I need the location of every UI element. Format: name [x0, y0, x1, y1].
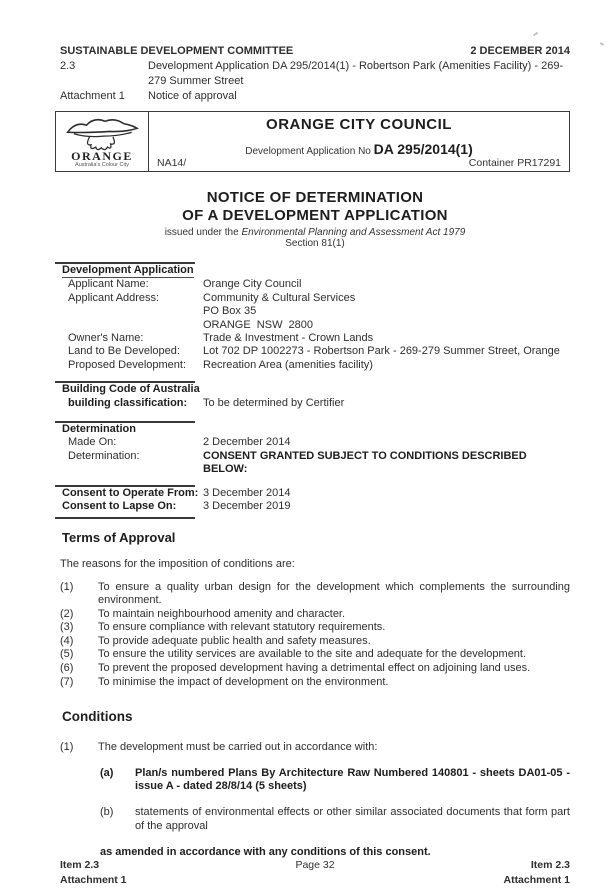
application-number-line	[157, 141, 561, 157]
notice-title-line1: NOTICE OF DETERMINATION	[206, 189, 424, 206]
orange-city-logo-icon	[63, 115, 141, 151]
notice-title-line2: OF A DEVELOPMENT APPLICATION	[182, 207, 448, 224]
condition-item: (1) The development must be carried out in accordance with:	[60, 741, 378, 754]
page-number: Page 32	[295, 859, 335, 872]
attachment-title: Notice of approval	[148, 90, 237, 102]
section-heading: Development Application	[62, 264, 570, 278]
development-application-section	[60, 262, 570, 372]
condition-sub-item: (b) statements of environmental effects or other similar associated documents that form part of the approval	[100, 806, 570, 832]
scan-artifact	[600, 42, 604, 45]
detail-row: Applicant Address: Community & Cultural Services	[68, 291, 356, 304]
reason-item: (2) To maintain neighbourhood amenity and character.	[60, 607, 346, 620]
reason-item: (5) To ensure the utility services are available to the site and adequate for the development.	[60, 648, 527, 661]
council-logo	[56, 112, 149, 171]
detail-row: Land to Be Developed: Lot 702 DP 1002273 - Robertson Park - 269-279 Summer Street, Orange	[68, 345, 560, 358]
council-letterhead-box	[55, 111, 570, 172]
reasons-list	[60, 581, 570, 690]
footer-right: Item 2.3 Attachment 1	[503, 859, 570, 887]
detail-row: Made On: 2 December 2014	[68, 436, 291, 449]
agenda-item-number: 2.3	[60, 60, 76, 72]
agenda-item-title: Development Application DA 295/2014(1) - Robertson Park (Amenities Facility) - 269-279 Summer Street	[148, 60, 564, 87]
detail-row: ORANGE NSW 2800	[203, 318, 314, 331]
committee-header	[60, 44, 570, 104]
logo-wordmark: ORANGE	[71, 149, 133, 163]
council-name: ORANGE CITY COUNCIL	[266, 116, 452, 133]
file-reference: NA14/	[157, 157, 187, 169]
reason-item: (7) To minimise the impact of development on the environment.	[60, 675, 389, 688]
condition-sub-item: (a) Plan/s numbered Plans By Architecture Raw Numbered 140801 - sheets DA01-05 - issue A - dated 28/8/14 (5 sheets)	[100, 766, 570, 793]
detail-row: PO Box 35	[203, 305, 257, 318]
application-number-label: Development Application No	[245, 146, 371, 157]
container-reference: Container PR17291	[468, 157, 561, 169]
act-name: Environmental Planning and Assessment Act 1979	[241, 227, 466, 238]
footer-left: Item 2.3 Attachment 1	[60, 859, 127, 887]
reason-item: (3) To ensure compliance with relevant statutory requirements.	[60, 621, 386, 634]
conditions-heading: Conditions	[62, 709, 133, 725]
bca-section	[60, 381, 570, 410]
terms-intro: The reasons for the imposition of conditions are:	[60, 557, 295, 570]
bca-heading-line2: building classification:	[68, 396, 188, 409]
committee-title: SUSTAINABLE DEVELOPMENT COMMITTEE	[60, 45, 294, 57]
logo-tagline: Australia's Colour City	[75, 162, 129, 168]
detail-row: Applicant Name: Orange City Council	[68, 278, 302, 291]
scan-artifact	[533, 32, 538, 36]
reason-item: (6) To prevent the proposed development having a detrimental effect on adjoining land uses.	[60, 662, 531, 675]
issued-under-line: issued under the Environmental Planning and Assessment Act 1979	[164, 227, 466, 238]
detail-row: Determination: CONSENT GRANTED SUBJECT TO CONDITIONS DESCRIBED BELOW:	[60, 450, 570, 477]
terms-of-approval-heading: Terms of Approval	[62, 529, 176, 545]
determination-heading: Determination	[62, 423, 136, 436]
consent-dates-section	[60, 485, 570, 519]
detail-row: Proposed Development: Recreation Area (amenities facility)	[68, 358, 373, 371]
notice-title-block	[60, 189, 570, 249]
meeting-date: 2 DECEMBER 2014	[470, 45, 570, 57]
determination-result: CONSENT GRANTED SUBJECT TO CONDITIONS DESCRIBED BELOW:	[203, 449, 527, 476]
application-number: DA 295/2014(1)	[373, 141, 473, 157]
reason-item: (1) To ensure a quality urban design for the development which complements the surrounding environment.	[60, 580, 570, 607]
detail-row: Consent to Lapse On: 3 December 2019	[62, 500, 291, 513]
detail-row: Consent to Operate From: 3 December 2014	[62, 486, 291, 499]
detail-row: Owner's Name: Trade & Investment - Crown Lands	[68, 332, 374, 345]
reason-item: (4) To provide adequate public health and safety measures.	[60, 634, 371, 647]
determination-section	[60, 421, 570, 477]
attachment-label: Attachment 1	[60, 90, 125, 102]
page-footer	[60, 858, 570, 888]
bca-heading-line1: Building Code of Australia	[62, 383, 200, 396]
bca-value: To be determined by Certifier	[203, 396, 345, 409]
amended-note: as amended in accordance with any conditions of this consent.	[100, 846, 431, 859]
act-section: Section 81(1)	[285, 238, 345, 249]
section-rule	[55, 517, 195, 519]
